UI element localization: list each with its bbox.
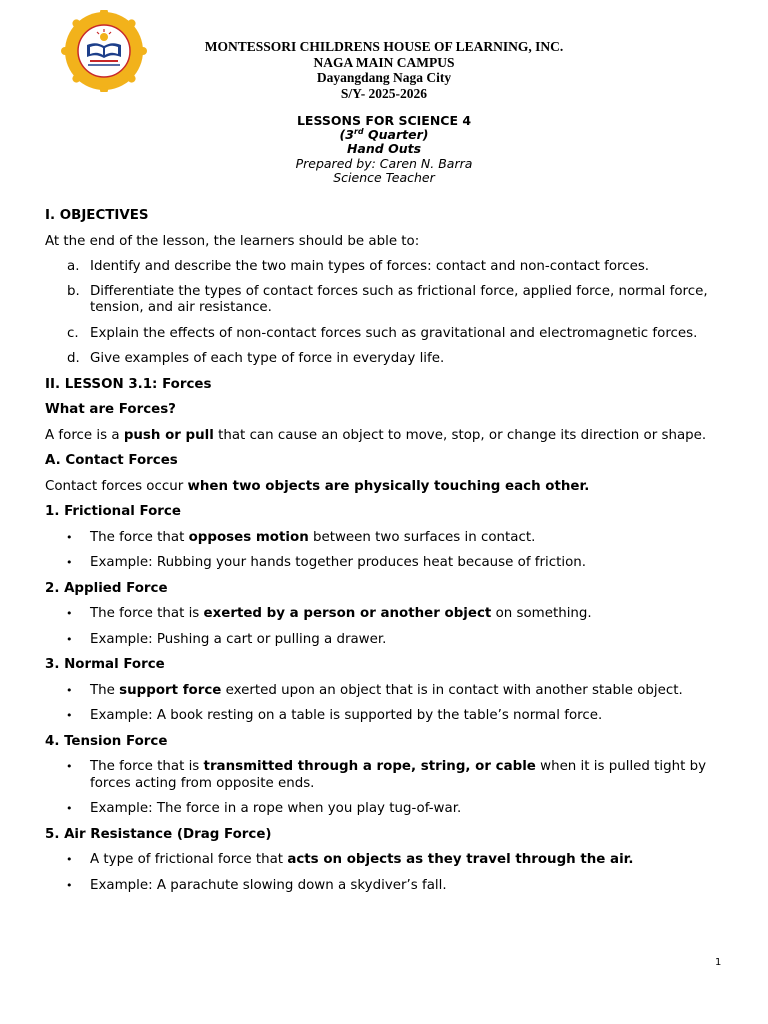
force-heading-applied: 2. Applied Force [45,580,168,596]
lesson-content [45,208,735,894]
handouts-label: Hand Outs [346,141,422,157]
objectives-heading: I. OBJECTIVES [45,208,149,223]
page-number: 1 [715,957,722,968]
contact-forces-intro: Contact forces occur when two objects are physically touching each other. [45,478,590,494]
force-heading-tension: 4. Tension Force [45,733,168,749]
force-heading-air-resistance: 5. Air Resistance (Drag Force) [45,826,272,842]
force-definition: A force is a push or pull that can cause an object to move, stop, or change its direction or shape. [45,427,707,443]
what-are-forces-heading: What are Forces? [45,402,176,417]
force-heading-normal: 3. Normal Force [45,657,165,672]
force-heading-frictional: 1. Frictional Force [45,504,181,519]
lesson-header [0,114,768,185]
school-name: MONTESSORI CHILDRENS HOUSE OF LEARNING, INC. [204,39,564,54]
objective-item: c. Explain the effects of non-contact forces such as gravitational and electromagnetic forces. [67,325,698,341]
force-bullet: • The force that is transmitted through a rope, string, or cable when it is pulled tight by forces acting from opposite ends. [66,759,707,791]
objectives-list [45,259,735,368]
force-bullet: • The force that opposes motion between two surfaces in contact. [66,529,536,545]
prepared-by: Prepared by: Caren N. Barra [295,155,473,171]
objective-item: b. Differentiate the types of contact forces such as frictional force, applied force, normal force, tension, and air resistance. [67,283,708,315]
school-header [0,39,768,101]
objective-item: a. Identify and describe the two main types of forces: contact and non-contact forces. [67,259,650,274]
objectives-intro: At the end of the lesson, the learners should be able to: [45,233,420,249]
school-address: Dayangdang Naga City [316,70,452,85]
force-example: • Example: A parachute slowing down a skydiver’s fall. [66,877,447,893]
force-bullet: • The force that is exerted by a person or another object on something. [66,606,592,621]
objective-item: d. Give examples of each type of force in everyday life. [67,351,445,366]
force-bullet: • The support force exerted upon an object that is in contact with another stable object. [66,682,683,698]
lesson-title: LESSONS FOR SCIENCE 4 [296,113,472,128]
quarter-label: (3rd Quarter) [339,127,429,143]
force-example: • Example: The force in a rope when you play tug-of-war. [66,801,462,816]
lesson-heading: II. LESSON 3.1: Forces [45,376,212,392]
contact-forces-heading: A. Contact Forces [45,453,178,468]
force-example: • Example: Pushing a cart or pulling a drawer. [66,631,387,647]
school-year: S/Y- 2025-2026 [340,85,428,101]
teacher-role: Science Teacher [333,169,435,185]
force-bullet: • A type of frictional force that acts on objects as they travel through the air. [66,852,634,867]
school-campus: NAGA MAIN CAMPUS [313,54,455,70]
force-example: • Example: Rubbing your hands together produces heat because of friction. [66,555,587,570]
force-example: • Example: A book resting on a table is supported by the table’s normal force. [66,708,603,723]
